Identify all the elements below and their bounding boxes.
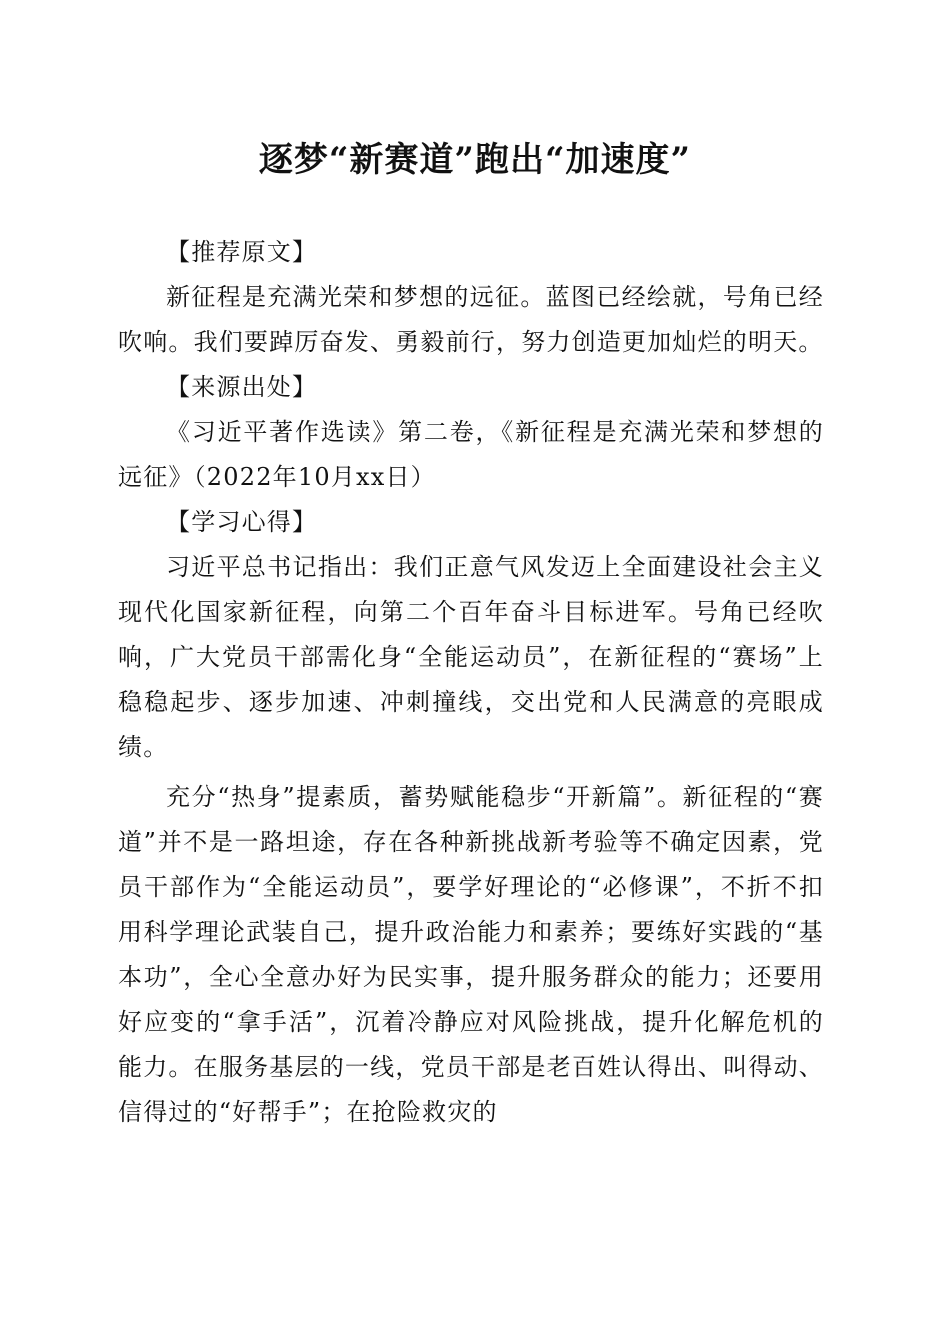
source-text: 《习近平著作选读》第二卷，《新征程是充满光荣和梦想的远征》（2022年10月xx日）: [118, 418, 824, 491]
document-title: 逐梦“新赛道”跑出“加速度”: [258, 140, 692, 180]
study-heading: 【学习心得】: [166, 508, 318, 536]
recommend-heading: 【推荐原文】: [166, 238, 318, 266]
source-heading: 【来源出处】: [166, 373, 318, 401]
document-body: [118, 230, 824, 1135]
recommend-text: 新征程是充满光荣和梦想的远征。蓝图已经绘就，号角已经吹响。我们要踔厉奋发、勇毅前行，努力创造更加灿烂的明天。: [118, 283, 824, 356]
study-paragraph-1: 习近平总书记指出：我们正意气风发迈上全面建设社会主义现代化国家新征程，向第二个百年奋斗目标进军。号角已经吹响，广大党员干部需化身“全能运动员”，在新征程的“赛场”上稳稳起步、逐步加速、冲刺撞线，交出党和人民满意的亮眼成绩。: [118, 553, 824, 761]
study-paragraph-2: 充分“热身”提素质，蓄势赋能稳步“开新篇”。新征程的“赛道”并不是一路坦途，存在各种新挑战新考验等不确定因素，党员干部作为“全能运动员”，要学好理论的“必修课”，不折不扣用科学理论武装自己，提升政治能力和素养；要练好实践的“基本功”，全心全意办好为民实事，提升服务群众的能力；还要用好应变的“拿手活”，沉着冷静应对风险挑战，提升化解危机的能力。在服务基层的一线，党员干部是老百姓认得出、叫得动、信得过的“好帮手”；在抢险救灾的: [118, 783, 824, 1126]
